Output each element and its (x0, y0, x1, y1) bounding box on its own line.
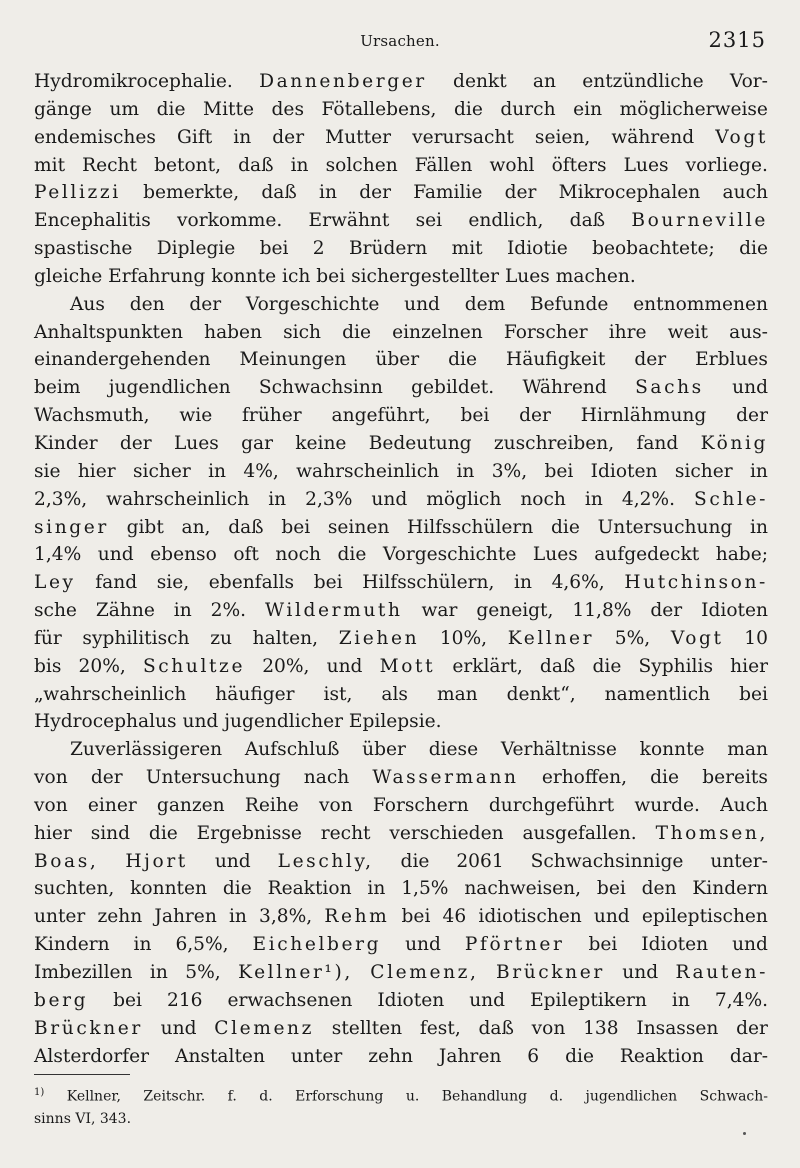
emphasized-name: Eichelberg (252, 934, 382, 956)
emphasized-name: Schle- (694, 488, 768, 510)
emphasized-name: Vogt (670, 627, 724, 649)
emphasized-name: Kellner (507, 627, 595, 649)
text-line: gänge um die Mitte des Fötallebens, die durch ein möglicherweise (34, 98, 768, 120)
emphasized-name: Ley (34, 572, 76, 594)
emphasized-name: Schultze (142, 655, 246, 677)
text-line: sche Zähne in 2%. Wildermuth war geneigt, 11,8% der Idioten (34, 600, 768, 622)
page-number: 2315 (708, 28, 766, 52)
page-speck (743, 1132, 746, 1135)
emphasized-name: Brückner (495, 962, 605, 983)
emphasized-name: Hjort (125, 850, 188, 872)
text-line: Aus den der Vorgeschichte und dem Befunde entnommenen (70, 293, 768, 315)
emphasized-name: Rehm (324, 906, 390, 928)
emphasized-name: König (700, 432, 768, 454)
emphasized-name: Mott (379, 655, 436, 677)
text-line: Alsterdorfer Anstalten unter zehn Jahren 6 die Reaktion dar- (34, 1045, 769, 1067)
text-line: Encephalitis vorkomme. Erwähnt sei endlich, daß Bourneville (34, 210, 768, 232)
emphasized-name: Wassermann (372, 767, 519, 789)
text-line: spastische Diplegie bei 2 Brüdern mit Idiotie beobachtete; die (34, 238, 768, 260)
text-line: 1,4% und ebenso oft noch die Vorgeschichte Lues aufgedeckt habe; (34, 544, 768, 566)
emphasized-name: Leschly, (277, 850, 374, 872)
text-line: von einer ganzen Reihe von Forschern durchgeführt wurde. Auch (34, 794, 768, 816)
text-line: endemisches Gift in der Mutter verursacht seien, während Vogt (34, 126, 768, 148)
emphasized-name: Clemenz, (370, 962, 479, 983)
text-line: Boas, Hjort und Leschly, die 2061 Schwachsinnige unter- (34, 850, 768, 872)
text-line: bis 20%, Schultze 20%, und Mott erklärt, daß die Syphilis hier (34, 655, 768, 677)
emphasized-name: singer (34, 516, 109, 538)
emphasized-name: Dannenberger (259, 71, 427, 92)
emphasized-name: Clemenz (214, 1017, 315, 1039)
text-line: Brückner und Clemenz stellten fest, daß von 138 Insassen der (34, 1017, 768, 1039)
footnote-divider (34, 1074, 130, 1075)
text-line: sie hier sicher in 4%, wahrscheinlich in 3%, bei Idioten sicher in (34, 460, 768, 482)
emphasized-name: Brückner (34, 1017, 143, 1039)
footnote (34, 1082, 768, 1130)
text-line: „wahrscheinlich häufiger ist, als man denkt“, namentlich bei (34, 683, 768, 705)
emphasized-name: Wildermuth (265, 600, 403, 622)
text-line: unter zehn Jahren in 3,8%, Rehm bei 46 idiotischen und epileptischen (34, 906, 768, 928)
text-line: 2,3%, wahrscheinlich in 2,3% und möglich noch in 4,2%. Schle- (34, 488, 768, 510)
emphasized-name: Hutchinson- (624, 572, 768, 594)
text-line: singer gibt an, daß bei seinen Hilfsschülern die Untersuchung in (34, 516, 768, 538)
footnote-line: sinns VI, 343. (34, 1110, 132, 1127)
text-line: mit Recht betont, daß in solchen Fällen wohl öfters Lues vorliege. (34, 154, 768, 176)
text-line: Imbezillen in 5%, Kellner¹), Clemenz, Brückner und Rauten- (34, 962, 768, 983)
emphasized-name: Rauten- (675, 962, 768, 983)
text-line: Pellizzi bemerkte, daß in der Familie der Mikrocephalen auch (34, 182, 768, 204)
text-line: Zuverlässigeren Aufschluß über diese Verhältnisse konnte man (70, 739, 768, 761)
text-line: beim jugendlichen Schwachsinn gebildet. Während Sachs und (34, 377, 768, 399)
emphasized-name: Bourneville (631, 210, 768, 232)
page-header (0, 28, 800, 58)
text-line: Kinder der Lues gar keine Bedeutung zuschreiben, fand König (34, 432, 768, 454)
emphasized-name: Pförtner (464, 934, 565, 956)
emphasized-name: berg (34, 989, 89, 1011)
emphasized-name: Kellner¹), (238, 962, 353, 983)
emphasized-name: Sachs (635, 377, 704, 399)
text-line: einandergehenden Meinungen über die Häufigkeit der Erblues (34, 349, 768, 371)
emphasized-name: Boas, (34, 850, 99, 872)
body-text (34, 68, 768, 1070)
text-line: von der Untersuchung nach Wassermann erhoffen, die bereits (34, 767, 768, 789)
text-line: suchten, konnten die Reaktion in 1,5% nachweisen, bei den Kindern (34, 878, 768, 900)
footnote-text: Kellner, Zeitschr. f. d. Erforschung u. Behandlung d. jugendlichen Schwach- (66, 1088, 769, 1105)
text-line: Hydrocephalus und jugendlicher Epilepsie. (34, 711, 442, 733)
running-title: Ursachen. (360, 32, 440, 50)
emphasized-name: Pellizzi (34, 182, 121, 204)
text-line: hier sind die Ergebnisse recht verschieden ausgefallen. Thomsen, (34, 822, 768, 844)
footnote-line (34, 1082, 768, 1108)
text-line: gleiche Erfahrung konnte ich bei sichergestellter Lues machen. (34, 265, 636, 287)
text-line: Ley fand sie, ebenfalls bei Hilfsschülern, in 4,6%, Hutchinson- (34, 572, 768, 594)
text-line: Hydromikrocephalie. Dannenberger denkt an entzündliche Vor- (34, 71, 768, 92)
emphasized-name: Ziehen (338, 627, 420, 649)
emphasized-name: Thomsen, (655, 822, 768, 844)
text-line: Anhaltspunkten haben sich die einzelnen Forscher ihre weit aus- (34, 321, 768, 343)
text-line: berg bei 216 erwachsenen Idioten und Epileptikern in 7,4%. (34, 989, 769, 1011)
text-line: Wachsmuth, wie früher angeführt, bei der Hirnlähmung der (34, 405, 768, 427)
emphasized-name: Vogt (715, 126, 768, 148)
text-line: für syphilitisch zu halten, Ziehen 10%, Kellner 5%, Vogt 10 (34, 627, 768, 649)
text-line: Kindern in 6,5%, Eichelberg und Pförtner bei Idioten und (34, 934, 768, 956)
footnote-marker: 1) (34, 1087, 45, 1098)
